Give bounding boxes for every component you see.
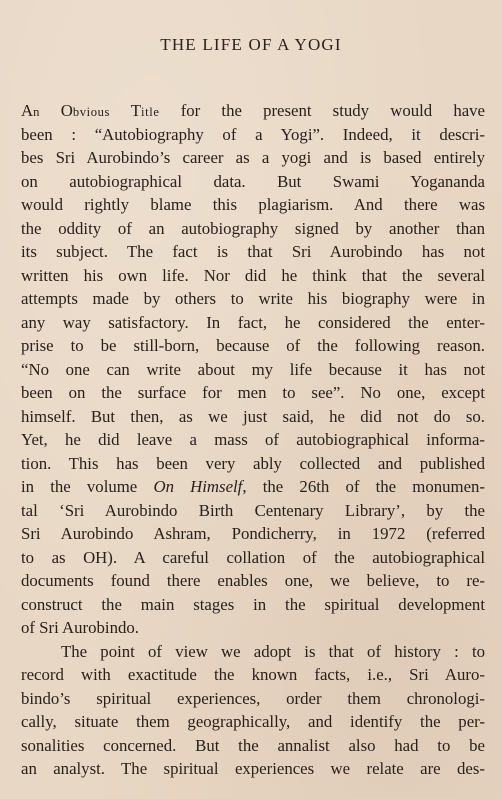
text-line: tion. This has been very ably collected and published	[21, 453, 485, 473]
text-line: been : “Autobiography of a Yogi”. Indeed, it descri-	[21, 124, 485, 144]
smallcaps-rest: itle	[141, 105, 160, 119]
text-line: prise to be still-born, because of the following reason.	[21, 336, 485, 355]
text-line: to as OH). A careful collation of the autobiographical	[21, 547, 485, 567]
text-line: its subject. The fact is that Sri Aurobindo has not	[21, 242, 485, 261]
text-line: written his own life. Nor did he think that the several	[21, 265, 485, 285]
text-line: construct the main stages in the spiritual development	[21, 594, 485, 614]
text-line: attempts made by others to write his biography were in	[21, 289, 485, 308]
text-line: bes Sri Aurobindo’s career as a yogi and is based entirely	[21, 148, 485, 167]
text-segment: , the 26th of the monumen-	[242, 477, 485, 496]
text-line: would rightly blame this plagiarism. And there was	[21, 195, 485, 214]
text-segment: for the present study would have	[159, 101, 485, 120]
text-line: tal ‘Sri Aurobindo Birth Centenary Library’, by the	[21, 500, 485, 520]
paragraph-end-line: of Sri Aurobindo.	[21, 618, 139, 637]
text-line: bindo’s spiritual experiences, order them chronologi-	[21, 688, 485, 708]
text-line: on autobiographical data. But Swami Yogananda	[21, 171, 485, 191]
smallcaps-initial: T	[130, 101, 142, 120]
text-line: the oddity of an autobiography signed by another than	[21, 218, 485, 238]
text-line: been on the surface for men to see”. No one, except	[21, 383, 485, 402]
text-segment: in the volume	[21, 477, 154, 496]
text-line-italic	[21, 475, 485, 499]
text-line: himself. But then, as we just said, he did not do so.	[21, 406, 485, 426]
smallcaps-initial: A	[21, 101, 34, 120]
body-text	[21, 99, 485, 781]
text-line: “No one can write about my life because it has not	[21, 359, 485, 379]
text-line: sonalities concerned. But the annalist also had to be	[21, 735, 485, 755]
running-head: THE LIFE OF A YOGI	[160, 35, 342, 54]
smallcaps-rest: n	[33, 105, 61, 119]
text-line: any way satisfactory. In fact, he considered the enter-	[21, 312, 485, 332]
text-line: record with exactitude the known facts, i.e., Sri Auro-	[21, 665, 485, 684]
book-title-italic: On Himself	[153, 477, 243, 496]
smallcaps-initial: O	[60, 101, 73, 120]
text-line-1	[21, 99, 485, 123]
paragraph-start-line: The point of view we adopt is that of history : to	[61, 641, 485, 661]
text-line: Yet, he did leave a mass of autobiographical informa-	[21, 430, 485, 449]
text-line: cally, situate them geographically, and identify the per-	[21, 712, 485, 731]
smallcaps-rest: bvious	[72, 105, 131, 119]
text-line: documents found there enables one, we believe, to re-	[21, 571, 485, 590]
text-line: Sri Aurobindo Ashram, Pondicherry, in 1972 (referred	[21, 524, 485, 543]
text-line: an analyst. The spiritual experiences we relate are des-	[21, 759, 485, 778]
